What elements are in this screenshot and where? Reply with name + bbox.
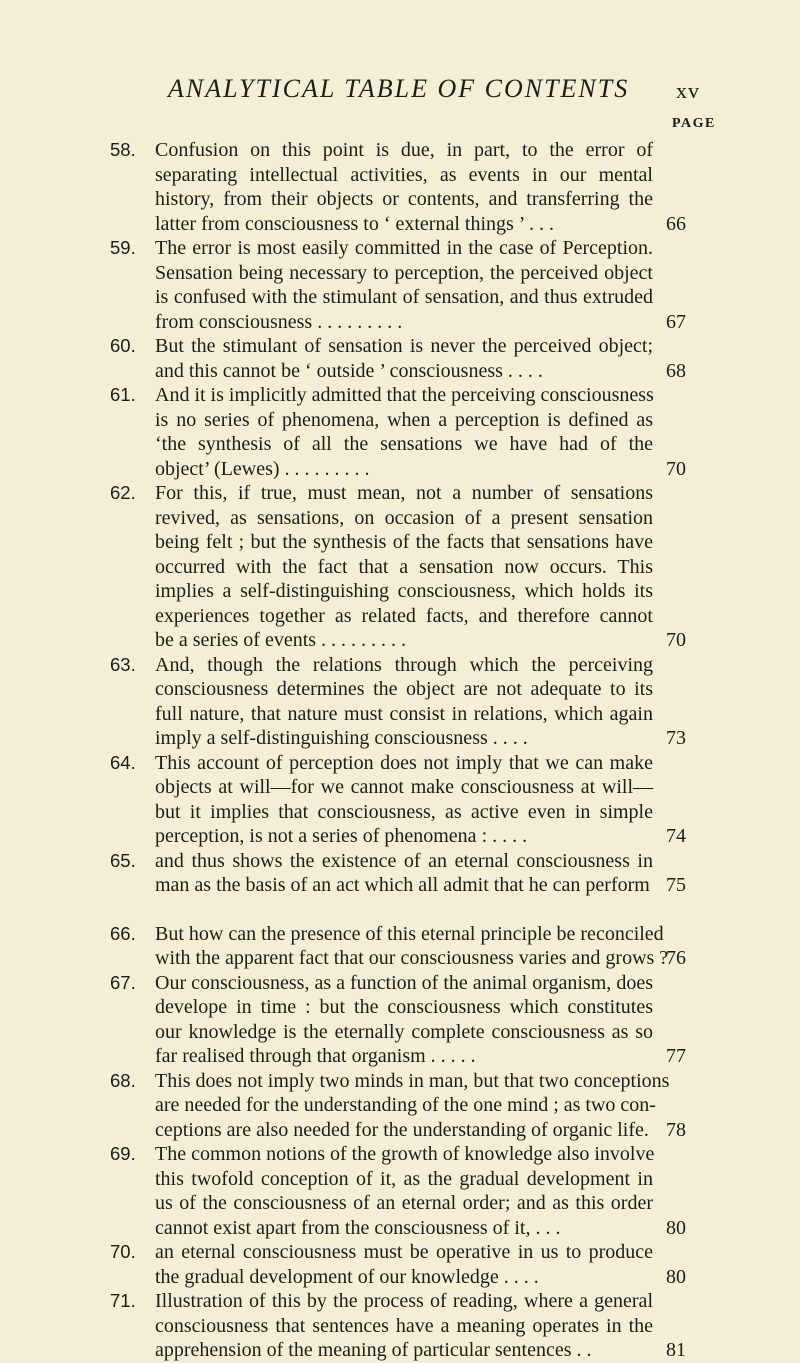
entry-page-number: 80	[666, 1265, 686, 1288]
entry-line: and this cannot be ‘ outside ’ consciousness . . . .	[155, 359, 543, 382]
entry-line: separating intellectual activities, as events in our mental	[155, 163, 653, 186]
entry-line: Illustration of this by the process of reading, where a general	[155, 1290, 653, 1312]
entry-line: But the stimulant of sensation is never the perceived object;	[155, 335, 653, 357]
contents-entry	[0, 1069, 800, 1143]
entry-page-number: 66	[666, 212, 686, 235]
entry-text	[155, 1289, 653, 1363]
entry-line: experiences together as related facts, and therefore cannot	[155, 604, 653, 627]
entry-text	[155, 1069, 670, 1143]
entry-line: consciousness that sentences have a meaning operates in the	[155, 1314, 653, 1337]
entry-line: For this, if true, must mean, not a number of sensations	[155, 482, 653, 504]
entry-number: 70.	[110, 1241, 136, 1262]
entry-number: 66.	[110, 922, 136, 944]
entry-page-number: 75	[666, 874, 686, 896]
entry-line: Our consciousness, as a function of the animal organism, does	[155, 971, 653, 994]
entry-number: 63.	[110, 653, 136, 675]
entry-page-number: 73	[666, 727, 686, 749]
entry-page-number: 76	[666, 947, 686, 969]
entry-line: Sensation being necessary to perception, the perceived object	[155, 261, 653, 284]
entry-line: The error is most easily committed in the case of Perception.	[155, 237, 653, 259]
entry-line: ‘the synthesis of all the sensations we have had of the	[155, 433, 653, 455]
entry-line: this twofold conception of it, as the gradual development in	[155, 1167, 653, 1190]
entry-line: is confused with the stimulant of sensation, and thus extruded	[155, 286, 653, 308]
entry-line: us of the consciousness of an eternal order; and as this order	[155, 1192, 653, 1214]
entry-line: our knowledge is the eternally complete consciousness as so	[155, 1020, 653, 1043]
contents-entry	[0, 1240, 800, 1289]
entry-text	[155, 236, 653, 334]
entry-line: but it implies that consciousness, as active even in simple	[155, 800, 653, 823]
contents-entry	[0, 236, 800, 334]
entry-number: 68.	[110, 1069, 136, 1091]
entry-text	[155, 653, 653, 751]
entry-text	[155, 922, 669, 971]
entry-line: object’ (Lewes) . . . . . . . . .	[155, 457, 370, 480]
entry-number: 64.	[110, 751, 136, 773]
entry-line: history, from their objects or contents, and transferring the	[155, 188, 653, 210]
entry-line: man as the basis of an act which all admit that he can perform	[155, 874, 650, 896]
entry-text	[155, 971, 653, 1069]
contents-entry	[0, 971, 800, 1069]
entry-text	[155, 481, 653, 653]
entry-line: being felt ; but the synthesis of the facts that sensations have	[155, 531, 653, 553]
entry-line: be a series of events . . . . . . . . .	[155, 629, 407, 651]
entry-line: But how can the presence of this eternal principle be reconciled	[155, 922, 664, 945]
entry-line: with the apparent fact that our consciousness varies and grows ?	[155, 947, 669, 969]
entry-line: is no series of phenomena, when a perception is defined as	[155, 408, 653, 431]
entry-page-number: 77	[666, 1045, 686, 1067]
entry-number: 61.	[110, 384, 136, 405]
entry-line: develope in time : but the consciousness which constitutes	[155, 996, 653, 1018]
entry-line: apprehension of the meaning of particular sentences . .	[155, 1339, 592, 1361]
entry-page-number: 68	[666, 359, 686, 382]
entry-line: revived, as sensations, on occasion of a present sensation	[155, 506, 653, 529]
entry-page-number: 70	[666, 457, 686, 480]
entry-line: This account of perception does not imply that we can make	[155, 751, 653, 774]
entry-number: 67.	[110, 971, 136, 993]
entry-line: Confusion on this point is due, in part, to the error of	[155, 139, 653, 161]
entry-line: full nature, that nature must consist in relations, which again	[155, 702, 653, 725]
folio: xv	[676, 78, 700, 103]
contents-entry	[0, 849, 800, 898]
entry-line: And it is implicitly admitted that the perceiving consciousness	[155, 384, 654, 406]
entry-line: latter from consciousness to ‘ external things ’ . . .	[155, 212, 554, 235]
contents-entry	[0, 383, 800, 481]
entry-line: far realised through that organism . . . . .	[155, 1045, 476, 1067]
entry-line: And, though the relations through which the perceiving	[155, 653, 653, 676]
entry-number: 62.	[110, 482, 136, 503]
entry-text	[155, 1240, 653, 1289]
entry-text	[155, 751, 653, 849]
entry-line: implies a self-distinguishing consciousness, which holds its	[155, 580, 653, 602]
page-column-label: PAGE	[672, 116, 716, 131]
contents-entry	[0, 1142, 800, 1240]
entry-text	[155, 334, 653, 383]
contents-entry	[0, 334, 800, 383]
entry-page-number: 67	[666, 310, 686, 333]
contents-entry	[0, 481, 800, 653]
entry-line: consciousness determines the object are not adequate to its	[155, 678, 653, 700]
entry-number: 59.	[110, 237, 136, 258]
entry-line: ceptions are also needed for the understanding of organic life.	[155, 1118, 649, 1141]
entry-line: an eternal consciousness must be operative in us to produce	[155, 1241, 653, 1263]
contents-entry	[0, 653, 800, 751]
entry-page-number: 74	[666, 825, 686, 847]
entry-page-number: 70	[666, 629, 686, 651]
entry-line: from consciousness . . . . . . . . .	[155, 310, 403, 333]
entry-number: 60.	[110, 335, 136, 356]
entry-page-number: 81	[666, 1339, 686, 1361]
entry-line: The common notions of the growth of knowledge also involve	[155, 1143, 655, 1165]
entry-text	[155, 1142, 653, 1240]
entry-page-number: 80	[666, 1216, 686, 1239]
entry-text	[155, 383, 653, 481]
entry-text	[155, 138, 653, 236]
entry-number: 69.	[110, 1143, 136, 1164]
running-head	[0, 74, 800, 110]
entry-line: imply a self-distinguishing consciousness . . . .	[155, 727, 528, 749]
entry-line: are needed for the understanding of the one mind ; as two con-	[155, 1094, 656, 1116]
entry-line: objects at will—for we cannot make consciousness at will—	[155, 776, 653, 798]
contents-list	[0, 138, 800, 1363]
entry-line: This does not imply two minds in man, but that two conceptions	[155, 1069, 670, 1092]
running-title: ANALYTICAL TABLE OF CONTENTS	[168, 74, 630, 103]
entry-number: 71.	[110, 1290, 136, 1311]
contents-entry	[0, 1289, 800, 1363]
entry-page-number: 78	[666, 1118, 686, 1141]
entry-line: and thus shows the existence of an eternal consciousness in	[155, 849, 653, 872]
contents-entry	[0, 138, 800, 236]
entry-line: the gradual development of our knowledge . . . .	[155, 1265, 539, 1288]
entry-line: cannot exist apart from the consciousness of it, . . .	[155, 1216, 561, 1239]
contents-entry	[0, 751, 800, 849]
entry-line: occurred with the fact that a sensation now occurs. This	[155, 555, 653, 578]
entry-number: 65.	[110, 849, 136, 871]
entry-text	[155, 849, 653, 898]
contents-entry	[0, 922, 800, 971]
entry-number: 58.	[110, 139, 136, 160]
entry-line: perception, is not a series of phenomena : . . . .	[155, 825, 528, 847]
